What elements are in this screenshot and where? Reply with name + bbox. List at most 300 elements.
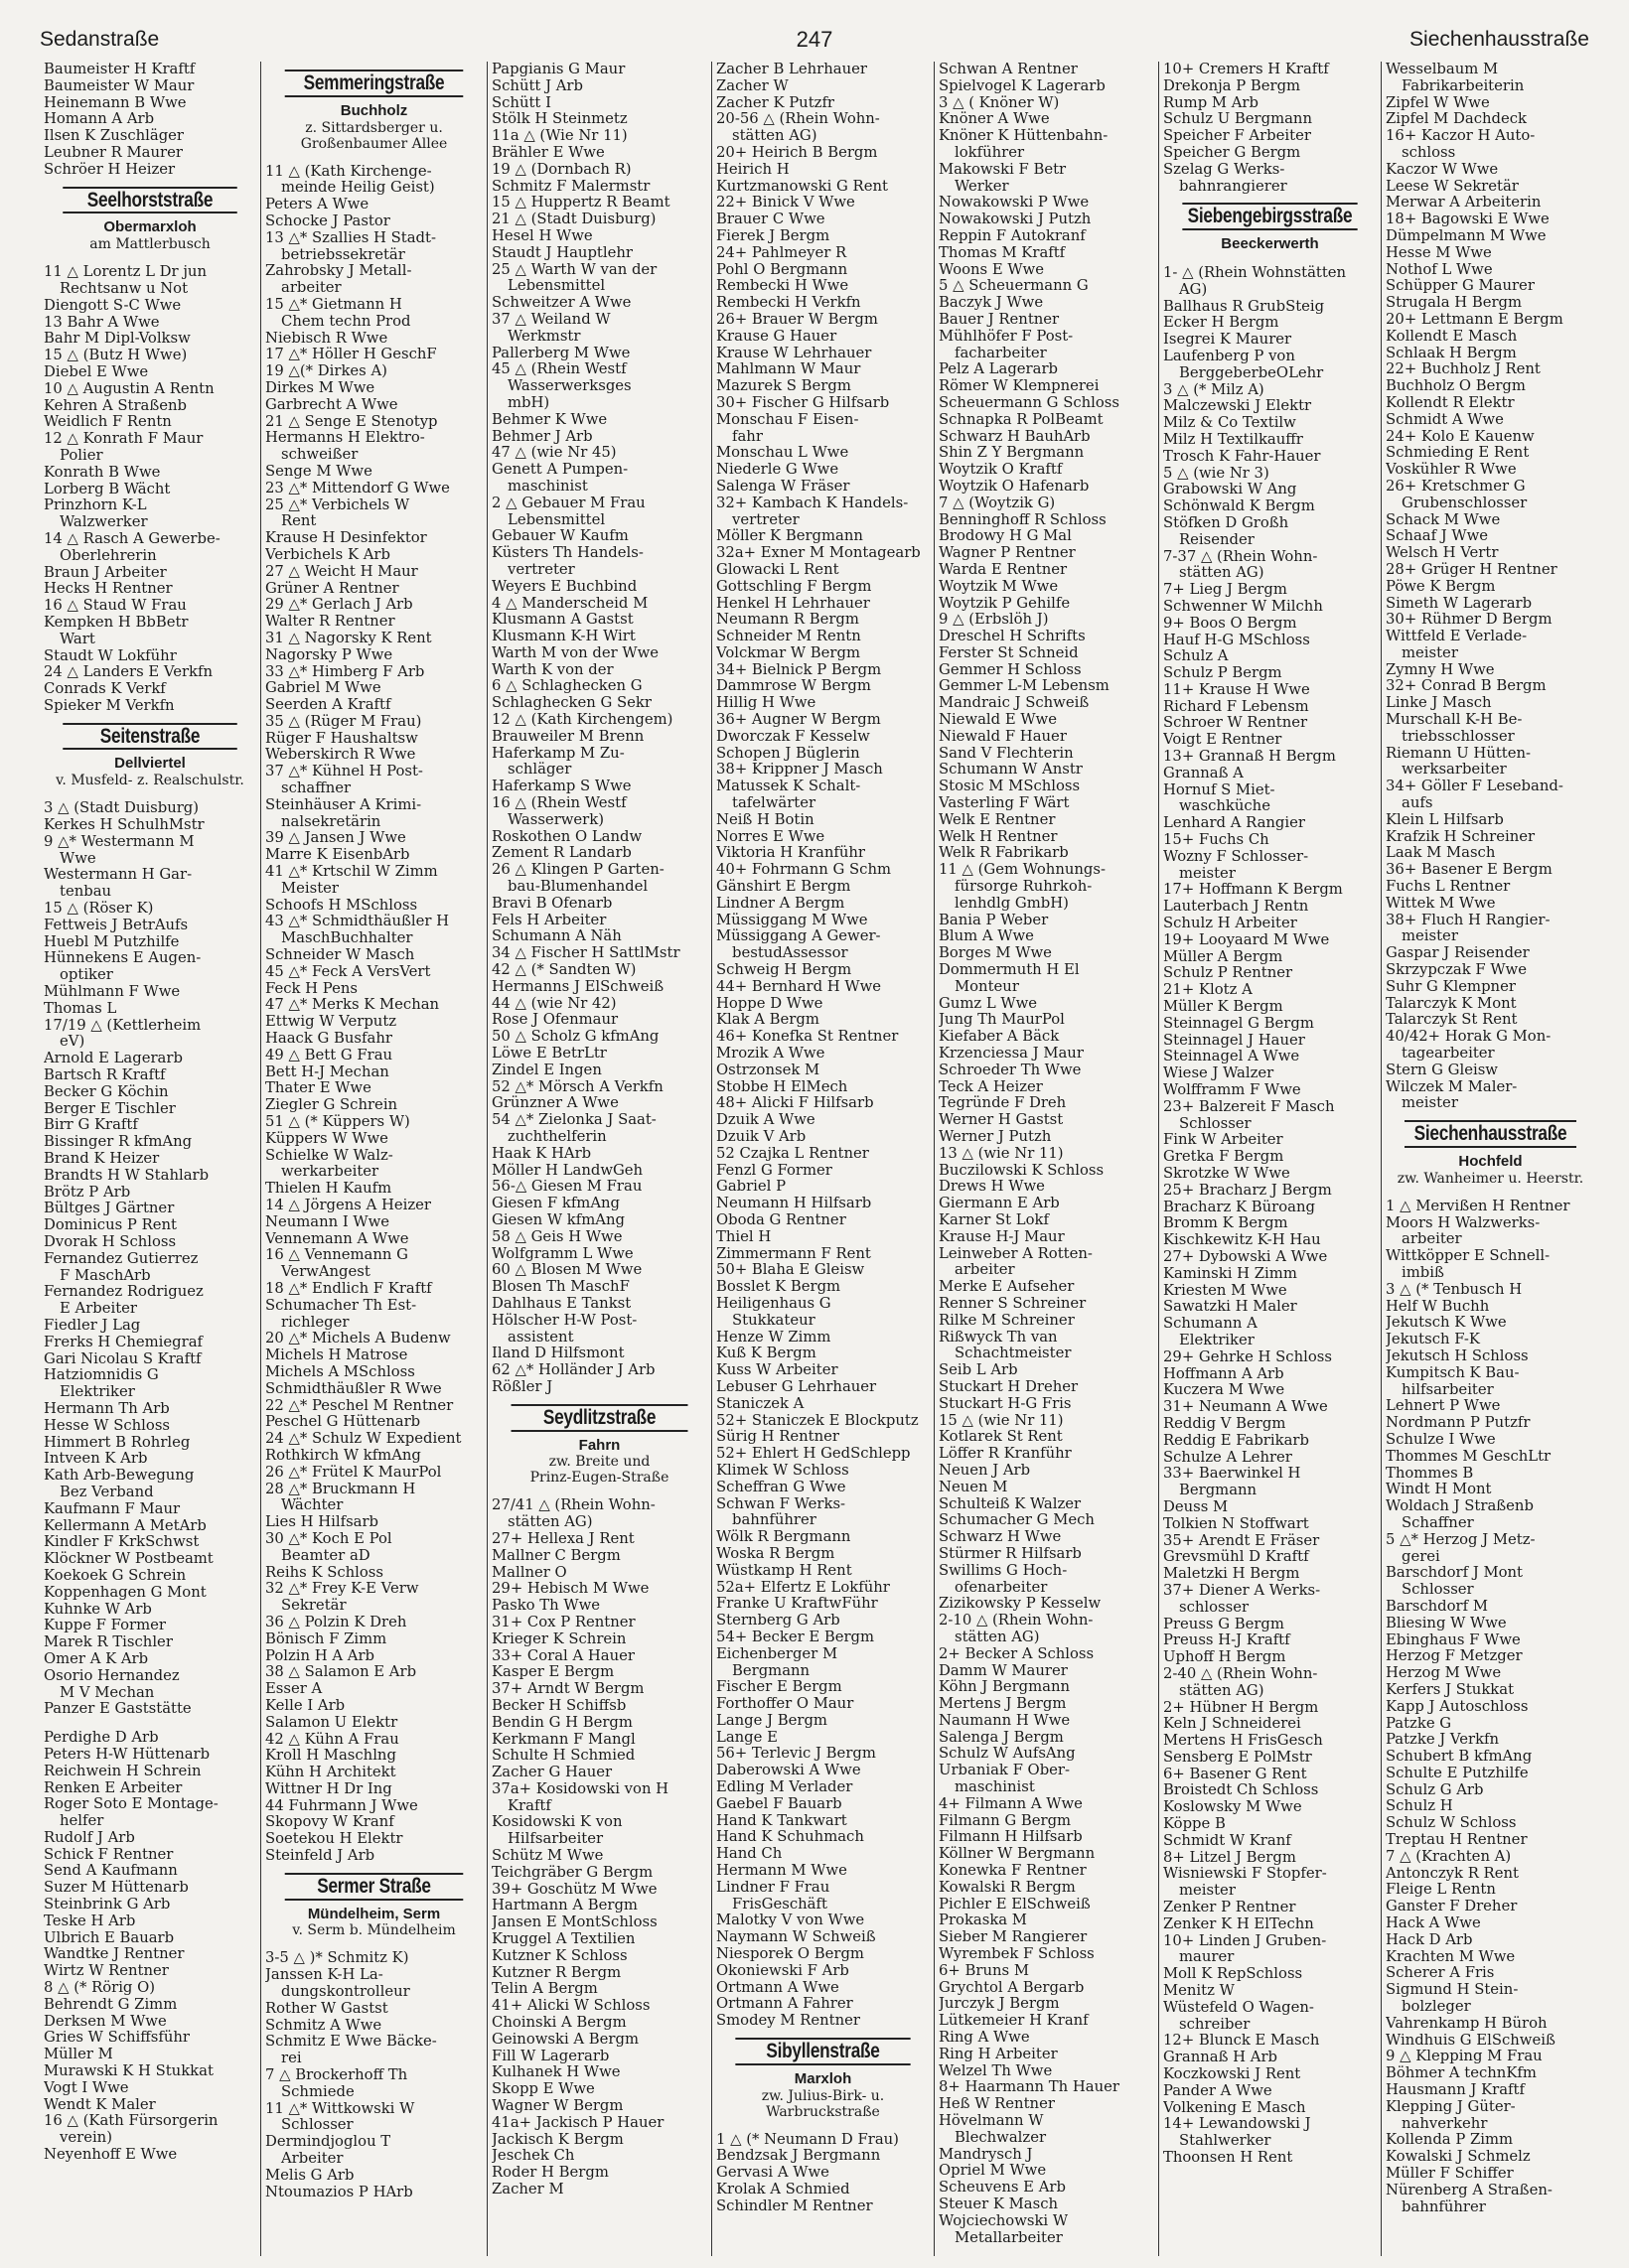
resident-entry: Talarczyk St Rent: [1386, 1012, 1518, 1029]
resident-entry: Murschall K-H Be-: [1386, 712, 1523, 729]
resident-entry: Stölk H Steinmetz: [492, 111, 628, 128]
resident-entry: Bett H-J Mechan: [265, 1063, 389, 1080]
street-location: am Mattlerbusch: [89, 236, 211, 253]
resident-entry: Salenga W Fräser: [716, 478, 850, 495]
resident-entry: 19 △ (Dornbach R): [492, 161, 632, 178]
resident-entry: 7-37 △ (Rhein Wohn-: [1163, 548, 1318, 565]
resident-entry: Zacher B Lehrhauer: [716, 62, 867, 77]
resident-entry: Wojciechowski W: [939, 2212, 1069, 2229]
resident-entry: Oboda G Rentner: [716, 1211, 846, 1228]
street-location: v. Serm b. Mündelheim: [292, 1922, 456, 1939]
resident-entry: Merwar A Arbeiterin: [1386, 195, 1542, 212]
entry-continuation: Walzwerker: [60, 514, 148, 531]
resident-entry: Schlaghecken G Sekr: [492, 695, 652, 712]
resident-entry: Kerkes H SchulhMstr: [44, 817, 205, 834]
resident-entry: Kapp J Autoschloss: [1386, 1698, 1529, 1715]
resident-entry: Kruggel A Textilien: [492, 1931, 636, 1948]
resident-entry: 20+ Heirich B Bergm: [716, 144, 878, 161]
resident-entry: Helf W Buchh: [1386, 1298, 1490, 1315]
resident-entry: Gottschling F Bergm: [716, 578, 872, 595]
resident-entry: Werner J Putzh: [939, 1129, 1052, 1145]
resident-entry: 42 △ (* Sandten W): [492, 962, 637, 979]
resident-entry: Wölk R Bergmann: [716, 1529, 851, 1546]
resident-entry: Patzke G: [1386, 1715, 1452, 1732]
resident-entry: 58 △ Geis H Wwe: [492, 1228, 623, 1245]
resident-entry: Spielvogel K Lagerarb: [939, 77, 1106, 94]
resident-entry: 41a+ Jackisch P Hauer: [492, 2114, 665, 2131]
resident-entry: Drekonja P Bergm: [1163, 77, 1301, 94]
entry-continuation: Schaffner: [1402, 1514, 1474, 1531]
resident-entry: 13 △ (wie Nr 11): [939, 1145, 1064, 1162]
resident-entry: Kotlarek St Rent: [939, 1429, 1063, 1446]
resident-entry: Milz & Co Textilw: [1163, 415, 1296, 432]
resident-entry: Stern G Gleisw: [1386, 1062, 1498, 1078]
resident-entry: 60 △ Blosen M Wwe: [492, 1262, 643, 1279]
resident-entry: Senge M Wwe: [265, 463, 372, 480]
resident-entry: Dworczak F Kesselw: [716, 728, 870, 745]
entry-continuation: bahnführer: [1402, 2198, 1486, 2215]
resident-entry: Hillig H Wwe: [716, 695, 816, 712]
resident-entry: Vahrenkamp H Büroh: [1386, 2015, 1548, 2032]
resident-entry: 38 △ Salamon E Arb: [265, 1664, 417, 1681]
resident-entry: Wendt K Maler: [44, 2096, 156, 2113]
resident-entry: Scherer A Fris: [1386, 1965, 1495, 1982]
resident-entry: 2-40 △ (Rhein Wohn-: [1163, 1665, 1318, 1682]
resident-entry: 16 △ Staud W Frau: [44, 598, 187, 615]
resident-entry: Warth M von der Wwe: [492, 644, 659, 661]
resident-entry: Baczyk J Wwe: [939, 295, 1044, 312]
resident-entry: Salamon U Elektr: [265, 1714, 398, 1731]
resident-entry: Schick F Rentner: [44, 1846, 174, 1863]
resident-entry: 1- △ (Rhein Wohnstätten: [1163, 264, 1347, 281]
resident-entry: Nowakowski J Putzh: [939, 212, 1092, 228]
resident-entry: Kempken H BbBetr: [44, 614, 189, 631]
street-location: zw. Julius-Birk- u.: [761, 2087, 885, 2104]
resident-entry: Ballhaus R GrubSteig: [1163, 298, 1325, 315]
resident-entry: Szelag G Werks-: [1163, 161, 1285, 178]
resident-entry: 11 △ Lorentz L Dr jun: [44, 264, 207, 281]
resident-entry: 40+ Fohrmann G Schm: [716, 862, 892, 879]
resident-entry: 24 △* Schulz W Expedient: [265, 1431, 462, 1448]
resident-entry: 7 △ Brockerhoff Th: [265, 2067, 408, 2084]
resident-entry: Voigt E Rentner: [1163, 732, 1282, 749]
entry-continuation: stätten AG): [1179, 1682, 1264, 1699]
resident-entry: Heiligenhaus G: [716, 1295, 831, 1312]
resident-entry: 24+ Kolo E Kauenw: [1386, 428, 1535, 445]
resident-entry: Stuckart H Dreher: [939, 1378, 1079, 1395]
resident-entry: Möller K Bergmann: [716, 528, 863, 545]
resident-entry: Baumeister H Kraftf: [44, 62, 196, 77]
resident-entry: Welk H Rentner: [939, 828, 1058, 845]
resident-entry: Rißwyck Th van: [939, 1329, 1058, 1346]
resident-entry: 47 △ (wie Nr 45): [492, 445, 617, 462]
resident-entry: Dvorak H Schloss: [44, 1234, 177, 1250]
resident-entry: Shin Z Y Bergmann: [939, 445, 1085, 462]
street-heading: Sibyllenstraße: [735, 2038, 910, 2065]
resident-entry: Filmann H Hilfsarb: [939, 1829, 1083, 1846]
resident-entry: Jeschek Ch: [492, 2148, 575, 2165]
resident-entry: Warda E Rentner: [939, 561, 1068, 578]
entry-continuation: fürsorge Ruhrkoh-: [955, 879, 1093, 896]
entry-continuation: arbeiter: [1402, 1231, 1462, 1248]
resident-entry: Ortmann A Wwe: [716, 1979, 839, 1996]
resident-entry: Schumann W Anstr: [939, 762, 1083, 779]
resident-entry: Klak A Bergm: [716, 1012, 819, 1029]
resident-entry: Wittköpper E Schnell-: [1386, 1248, 1551, 1265]
resident-entry: Pallerberg M Wwe: [492, 345, 631, 361]
resident-entry: Kowalski J Schmelz: [1386, 2149, 1531, 2166]
resident-entry: Nordmann P Putzfr: [1386, 1415, 1531, 1432]
resident-entry: Kollendt R Elektr: [1386, 394, 1515, 411]
resident-entry: Ilsen K Zuschläger: [44, 128, 184, 145]
resident-entry: Dreschel H Schrifts: [939, 629, 1086, 645]
resident-entry: Steinhäuser A Krimi-: [265, 796, 422, 813]
entry-continuation: ofenarbeiter: [955, 1579, 1048, 1596]
resident-entry: 49 △ Bett G Frau: [265, 1047, 393, 1063]
resident-entry: 23 △* Mittendorf G Wwe: [265, 480, 450, 496]
resident-entry: Uphoff H Bergm: [1163, 1649, 1286, 1666]
resident-entry: Janssen K-H La-: [265, 1967, 383, 1984]
resident-entry: Patzke J Verkfn: [1386, 1732, 1500, 1749]
resident-entry: Linke J Masch: [1386, 695, 1492, 712]
resident-entry: 15 △ (Röser K): [44, 901, 154, 918]
resident-entry: Müller K Bergm: [1163, 999, 1283, 1016]
resident-entry: Bracharz K Büroang: [1163, 1199, 1315, 1215]
resident-entry: Konewka F Rentner: [939, 1863, 1087, 1880]
resident-entry: Hausmann J Kraftf: [1386, 2082, 1525, 2099]
resident-entry: Henze W Zimm: [716, 1329, 831, 1346]
entry-continuation: nalsekretärin: [281, 813, 381, 830]
resident-entry: Schulz G Arb: [1386, 1781, 1484, 1798]
resident-entry: Hauf H-G MSchloss: [1163, 632, 1310, 648]
resident-entry: Schulz H: [1386, 1798, 1453, 1815]
resident-entry: 34+ Bielnick P Bergm: [716, 661, 882, 678]
resident-entry: Scheffran G Wwe: [716, 1479, 846, 1495]
resident-entry: Neumann R Bergm: [716, 612, 859, 629]
resident-entry: Renner S Schreiner: [939, 1295, 1087, 1312]
resident-entry: Nagorsky P Wwe: [265, 646, 393, 663]
entry-continuation: waschküche: [1179, 798, 1270, 815]
resident-entry: Herzog M Wwe: [1386, 1665, 1502, 1682]
resident-entry: Laufenberg P von: [1163, 348, 1295, 364]
entry-continuation: stätten AG): [1179, 565, 1264, 582]
entry-continuation: Grubenschlosser: [1402, 495, 1528, 511]
resident-entry: Wittner H Dr Ing: [265, 1780, 392, 1797]
resident-entry: 39 △ Jansen J Wwe: [265, 830, 406, 847]
entry-continuation: aufs: [1402, 795, 1433, 812]
resident-entry: 7 △ (Woytzik G): [939, 495, 1056, 511]
resident-entry: 33+ Coral A Hauer: [492, 1647, 635, 1664]
entry-continuation: bau-Blumenhandel: [508, 879, 649, 896]
resident-entry: Westermann H Gar-: [44, 867, 193, 884]
resident-entry: 21 △ Senge E Stenotyp: [265, 413, 438, 430]
resident-entry: Smodey M Rentner: [716, 2013, 860, 2030]
street-heading: Semmeringstraße: [285, 70, 464, 97]
resident-entry: Zimmermann F Rent: [716, 1245, 871, 1262]
resident-entry: Windt H Mont: [1386, 1482, 1492, 1498]
resident-entry: Gretka F Bergm: [1163, 1149, 1284, 1166]
resident-entry: 29+ Hebisch M Wwe: [492, 1581, 650, 1598]
resident-entry: Dahlhaus E Tankst: [492, 1295, 632, 1312]
entry-continuation: dungskontrolleur: [281, 1984, 410, 2001]
resident-entry: Moll K RepSchloss: [1163, 1966, 1303, 1983]
resident-entry: Hölscher H-W Post-: [492, 1312, 638, 1329]
resident-entry: 34+ Göller F Leseband-: [1386, 779, 1563, 795]
resident-entry: Sternberg G Arb: [716, 1613, 840, 1630]
resident-entry: 9 △ (Erbslöh J): [939, 612, 1049, 629]
resident-entry: 15 △* Gietmann H: [265, 296, 402, 313]
resident-entry: Ulbrich E Bauarb: [44, 1929, 175, 1946]
resident-entry: Hartmann A Bergm: [492, 1898, 638, 1914]
resident-entry: Vasterling F Wärt: [939, 795, 1070, 812]
resident-entry: Behmer J Arb: [492, 428, 593, 445]
resident-entry: 30 △* Koch E Pol: [265, 1530, 392, 1547]
resident-entry: 5 △ (wie Nr 3): [1163, 465, 1269, 482]
spacer: [44, 1718, 256, 1730]
resident-entry: Brodowy H G Mal: [939, 528, 1072, 545]
directory-column-3: [487, 62, 711, 2256]
resident-entry: Gabriel M Wwe: [265, 680, 381, 697]
resident-entry: Renken E Arbeiter: [44, 1779, 183, 1796]
resident-entry: Schwarz H BauhArb: [939, 428, 1091, 445]
resident-entry: 33+ Baerwinkel H: [1163, 1466, 1301, 1483]
resident-entry: Schack M Wwe: [1386, 511, 1501, 528]
resident-entry: Bönisch F Zimm: [265, 1630, 387, 1647]
entry-continuation: Monteur: [955, 978, 1019, 995]
resident-entry: 26+ Kretschmer G: [1386, 478, 1526, 495]
resident-entry: 8 △ (* Rörig O): [44, 1980, 156, 1997]
resident-entry: Ganster F Dreher: [1386, 1899, 1518, 1915]
resident-entry: Wyrembek F Schloss: [939, 1946, 1095, 1963]
spacer: [716, 2120, 930, 2132]
resident-entry: Sawatzki H Maler: [1163, 1299, 1297, 1316]
resident-entry: Kerfers J Stukkat: [1386, 1681, 1515, 1698]
resident-entry: 35 △ (Rüger M Frau): [265, 713, 422, 730]
resident-entry: Jung Th MaurPol: [939, 1012, 1065, 1029]
directory-column-1: [40, 62, 260, 2256]
resident-entry: Brähler E Wwe: [492, 144, 605, 161]
resident-entry: Seerden A Kraftf: [265, 697, 391, 714]
resident-entry: Dermindjoglou T: [265, 2134, 391, 2151]
resident-entry: Iland D Hilfsmont: [492, 1346, 625, 1362]
resident-entry: Omer A K Arb: [44, 1650, 149, 1667]
resident-entry: Hesse W Schloss: [44, 1417, 171, 1434]
resident-entry: Hand K Schuhmach: [716, 1829, 864, 1846]
resident-entry: 13 Bahr A Wwe: [44, 314, 160, 331]
page-header: [40, 20, 1589, 60]
resident-entry: Küsters Th Handels-: [492, 545, 644, 562]
resident-entry: Mallner O: [492, 1564, 567, 1581]
resident-entry: Feck H Pens: [265, 980, 358, 997]
resident-entry: Schulz W Schloss: [1386, 1815, 1517, 1832]
resident-entry: 22 △* Peschel M Rentner: [265, 1397, 454, 1414]
resident-entry: Panzer E Gaststätte: [44, 1701, 192, 1718]
resident-entry: Esser A: [265, 1681, 323, 1698]
resident-entry: Wolfgramm L Wwe: [492, 1245, 634, 1262]
resident-entry: Scheuvens E Arb: [939, 2180, 1066, 2197]
resident-entry: Behrendt G Zimm: [44, 1996, 178, 2013]
resident-entry: Hoffmann A Arb: [1163, 1365, 1284, 1382]
entry-continuation: Hilfsarbeiter: [508, 1831, 604, 1848]
entry-continuation: Reisender: [1179, 531, 1255, 548]
resident-entry: Schumann A Näh: [492, 928, 622, 945]
resident-entry: Möller H LandwGeh: [492, 1162, 644, 1179]
resident-entry: Kriesten M Wwe: [1163, 1282, 1287, 1299]
resident-entry: Fierek J Bergm: [716, 227, 830, 244]
resident-entry: Lebuser G Lehrhauer: [716, 1378, 877, 1395]
resident-entry: Wirtz W Rentner: [44, 1963, 169, 1980]
resident-entry: Schütz M Wwe: [492, 1848, 604, 1865]
entry-continuation: schweißer: [281, 447, 359, 464]
resident-entry: Buczilowski K Schloss: [939, 1162, 1105, 1179]
resident-entry: Sigmund H Stein-: [1386, 1982, 1519, 1999]
entry-continuation: Wasserwerk): [508, 811, 604, 828]
resident-entry: Vennemann A Wwe: [265, 1230, 409, 1247]
resident-entry: Krachten M Wwe: [1386, 1948, 1516, 1965]
resident-entry: Choinski A Bergm: [492, 2015, 627, 2032]
resident-entry: Hesel H Wwe: [492, 227, 593, 244]
resident-entry: Reddig V Bergm: [1163, 1415, 1286, 1432]
resident-entry: Gervasi A Wwe: [716, 2165, 829, 2182]
resident-entry: Lange E: [716, 1729, 778, 1746]
resident-entry: Wagner W Bergm: [492, 2098, 624, 2115]
resident-entry: Urbaniak F Ober-: [939, 1763, 1070, 1779]
resident-entry: Preuss G Bergm: [1163, 1616, 1284, 1632]
resident-entry: Schulze A Lehrer: [1163, 1449, 1292, 1466]
resident-entry: Schulz P Bergm: [1163, 665, 1282, 682]
resident-entry: Schmidt A Wwe: [1386, 411, 1504, 428]
resident-entry: Schwan A Rentner: [939, 62, 1078, 77]
resident-entry: Grünzner A Wwe: [492, 1095, 619, 1112]
entry-continuation: stätten AG): [955, 1629, 1040, 1645]
entry-continuation: VerwAngest: [281, 1264, 370, 1281]
resident-entry: Drews H Wwe: [939, 1179, 1045, 1196]
resident-entry: Weidlich F Rentn: [44, 414, 172, 431]
resident-entry: 22+ Buchholz J Rent: [1386, 361, 1541, 378]
resident-entry: Makowski F Betr: [939, 161, 1067, 178]
resident-entry: Welzel Th Wwe: [939, 2062, 1053, 2079]
entry-continuation: Schlosser: [281, 2117, 354, 2134]
resident-entry: Neyenhoff E Wwe: [44, 2147, 178, 2164]
resident-entry: 37a+ Kosidowski von H: [492, 1780, 669, 1797]
resident-entry: 50+ Blaha E Gleisw: [716, 1262, 865, 1279]
resident-entry: 32+ Kambach K Handels-: [716, 495, 909, 511]
entry-continuation: Schmiede: [281, 2083, 355, 2100]
resident-entry: Maletzki H Bergm: [1163, 1566, 1300, 1583]
resident-entry: Mrozik A Wwe: [716, 1046, 825, 1063]
resident-entry: Jansen E MontSchloss: [492, 1914, 658, 1931]
entry-continuation: Arbeiter: [281, 2151, 344, 2168]
resident-entry: Jekutsch F-K: [1386, 1332, 1480, 1348]
resident-entry: 25 △* Verbichels W: [265, 496, 410, 513]
resident-entry: Heinemann B Wwe: [44, 94, 187, 111]
resident-entry: Zenker P Rentner: [1163, 1900, 1296, 1916]
resident-entry: Gumz L Wwe: [939, 995, 1038, 1012]
resident-entry: Bahr M Dipl-Volksw: [44, 331, 191, 348]
resident-entry: Knöner A Wwe: [939, 111, 1050, 128]
resident-entry: Schütt I: [492, 94, 551, 111]
resident-entry: 32 △* Frey K-E Verw: [265, 1581, 419, 1598]
resident-entry: Mahlmann W Maur: [716, 361, 861, 378]
resident-entry: 12+ Blunck E Masch: [1163, 2033, 1320, 2050]
resident-entry: Opriel M Wwe: [939, 2163, 1047, 2180]
resident-entry: Niewald F Hauer: [939, 728, 1067, 745]
entry-continuation: meister: [1402, 1095, 1458, 1112]
resident-entry: 3 △ (Stadt Duisburg): [44, 800, 200, 817]
resident-entry: Bromm K Bergm: [1163, 1215, 1288, 1232]
resident-entry: 26 △ Klingen P Garten-: [492, 862, 665, 879]
entry-continuation: Elektriker: [60, 1384, 135, 1401]
resident-entry: Spieker M Verkfn: [44, 697, 175, 714]
resident-entry: 28 △* Bruckmann H: [265, 1481, 416, 1497]
resident-entry: Rößler J: [492, 1378, 553, 1395]
resident-entry: Neumann I Wwe: [265, 1213, 390, 1230]
resident-entry: Stürmer R Hilfsarb: [939, 1545, 1082, 1562]
resident-entry: Filmann G Bergm: [939, 1812, 1072, 1829]
resident-entry: Volkening E Masch: [1163, 2099, 1306, 2116]
resident-entry: Jekutsch H Schloss: [1386, 1347, 1529, 1364]
resident-entry: Polzin H A Arb: [265, 1647, 374, 1664]
entry-continuation: gerei: [1402, 1548, 1440, 1565]
resident-entry: 44 △ (wie Nr 42): [492, 995, 617, 1012]
resident-entry: Wozny F Schlosser-: [1163, 848, 1309, 865]
resident-entry: Hoppe D Wwe: [716, 995, 823, 1012]
entry-continuation: Chem techn Prod: [281, 313, 411, 330]
resident-entry: Antonczyk R Rent: [1386, 1865, 1519, 1882]
resident-entry: Schumacher G Mech: [939, 1512, 1095, 1529]
street-heading: Seydlitzstraße: [512, 1404, 688, 1432]
resident-entry: 25+ Bracharz J Bergm: [1163, 1182, 1332, 1199]
resident-entry: Hand Ch: [716, 1846, 783, 1863]
resident-entry: 30+ Fischer G Hilfsarb: [716, 394, 890, 411]
resident-entry: 16 △ (Rhein Westf: [492, 795, 627, 812]
resident-entry: 8+ Haarmann Th Hauer: [939, 2079, 1119, 2096]
resident-entry: Rose J Ofenmaur: [492, 1012, 619, 1029]
resident-entry: Stuckart H-G Fris: [939, 1395, 1072, 1412]
resident-entry: Grannaß A: [1163, 765, 1244, 781]
entry-continuation: meister: [1179, 1883, 1236, 1900]
resident-entry: 37 △ Weiland W: [492, 311, 611, 328]
resident-entry: Kaczor W Wwe: [1386, 161, 1499, 178]
resident-entry: 28+ Grüger H Rentner: [1386, 561, 1557, 578]
resident-entry: Keln J Schneiderei: [1163, 1716, 1301, 1733]
street-heading: Sermer Straße: [285, 1873, 464, 1901]
street-location: Großenbaumer Allee: [300, 135, 448, 152]
entry-continuation: schlosser: [1179, 1599, 1250, 1616]
resident-entry: Thomas L: [44, 1000, 117, 1017]
resident-entry: Malczewski J Elektr: [1163, 398, 1312, 415]
resident-entry: Woytzik O Kraftf: [939, 462, 1063, 479]
resident-entry: Welk E Rentner: [939, 811, 1056, 828]
resident-entry: Kellermann A MetArb: [44, 1517, 207, 1534]
resident-entry: Windhuis G ElSchweiß: [1386, 2032, 1555, 2049]
resident-entry: Thielen H Kaufm: [265, 1181, 392, 1198]
resident-entry: Zymny H Wwe: [1386, 661, 1495, 678]
resident-entry: 36+ Basener E Bergm: [1386, 862, 1553, 879]
resident-entry: Mühlmann F Wwe: [44, 984, 181, 1001]
resident-entry: Konrath B Wwe: [44, 464, 161, 481]
resident-entry: Steinnagel A Wwe: [1163, 1049, 1300, 1065]
entry-continuation: Rent: [281, 513, 317, 530]
resident-entry: Staudt J Hauptlehr: [492, 244, 633, 261]
resident-entry: 47 △* Merks K Mechan: [265, 997, 440, 1014]
resident-entry: 6+ Bruns M: [939, 1962, 1029, 1979]
resident-entry: Okoniewski F Arb: [716, 1962, 849, 1979]
resident-entry: Henkel H Lehrhauer: [716, 595, 870, 612]
entry-continuation: maschinist: [508, 478, 588, 495]
resident-entry: Schnapka R PolBeamt: [939, 411, 1104, 428]
resident-entry: Vogt I Wwe: [44, 2079, 129, 2096]
